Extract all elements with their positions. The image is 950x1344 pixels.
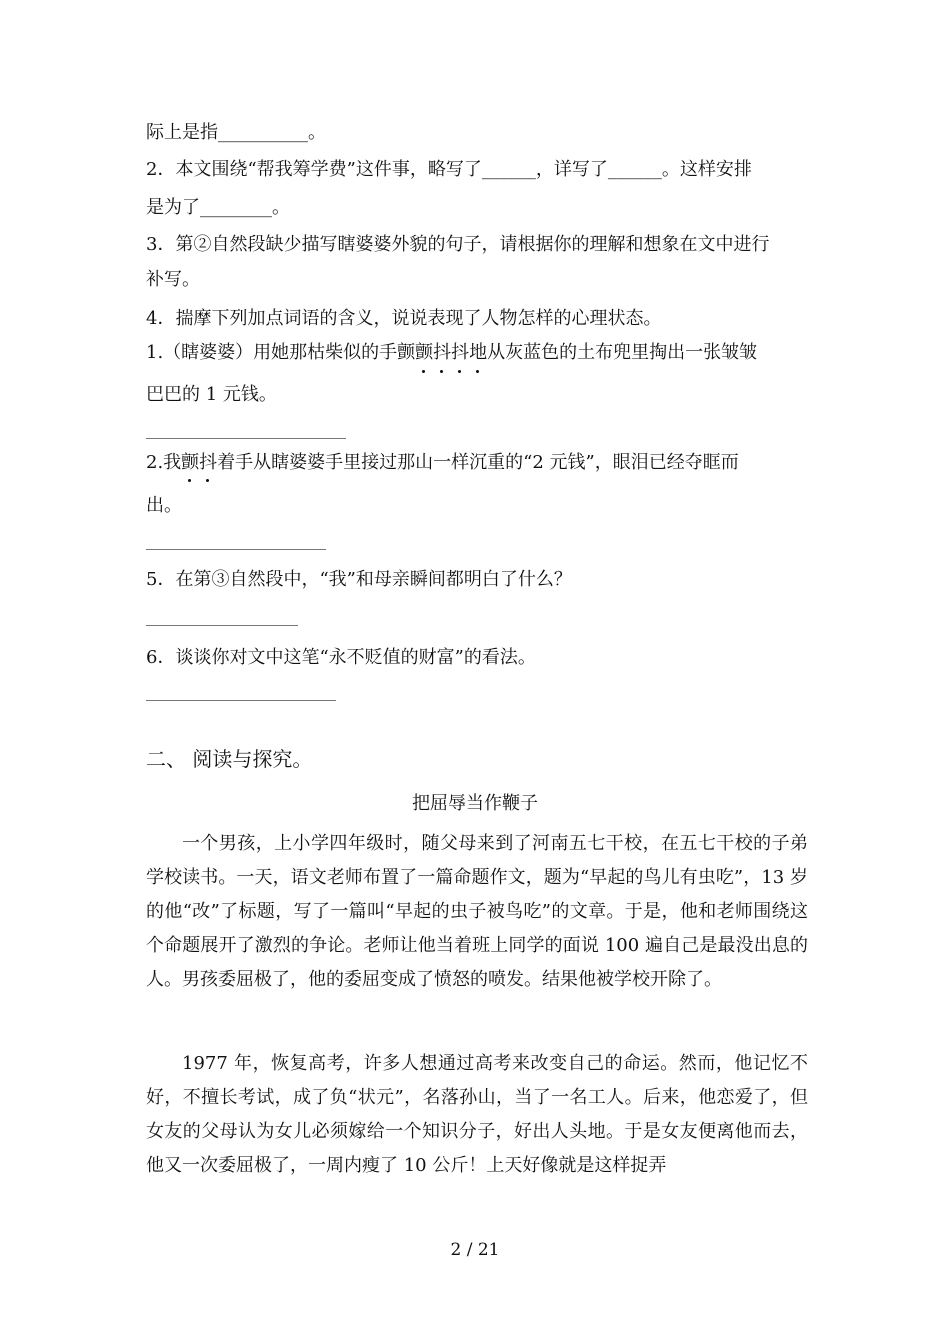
question-5: 5．在第③自然段中，“我”和母亲瞬间都明白了什么？: [146, 569, 572, 590]
emphasis-dot: [458, 370, 461, 373]
emphasis-dot: [206, 479, 209, 482]
article-paragraph-2: 1977 年，恢复高考，许多人想通过高考来改变自己的命运。然而，他记忆不好，不擅长考试，成了负“状元”，名落孙山，当了一名工人。后来，他恋爱了，但女友的父母认为女儿必须嫁给一个知识分子，好出人头地。于是女友便离他而去，他又一次委屈极了，一周内瘦了 10 公斤！上天好像就是这样捉弄: [146, 1053, 808, 1176]
emphasis-dot: [476, 370, 479, 373]
question-6: 6．谈谈你对文中这笔“永不贬值的财富”的看法。: [146, 647, 536, 668]
line-continuation: 际上是指__________。: [146, 122, 326, 143]
question-2-line2: 是为了________。: [146, 197, 290, 218]
question-2-line1: 2．本文围绕“帮我筹学费”这件事，略写了______，详写了______。这样安排: [146, 159, 752, 180]
article-paragraph-1: 一个男孩，上小学四年级时，随父母来到了河南五七干校，在五七干校的子弟学校读书。一天，语文老师布置了一篇命题作文，题为“早起的鸟儿有虫吃”，13 岁的他“改”了标题，写了一篇叫“早起的虫子被鸟吃”的文章。于是，他和老师围绕这个命题展开了激烈的争论。老师让他当着班上同学的面说 100 遍自己是最没出息的人。男孩委屈极了，他的委屈变成了愤怒的喷发。结果他被学校开除了。: [146, 833, 808, 990]
answer-line: [146, 438, 346, 439]
answer-line: [146, 700, 336, 701]
emphasis-dot: [422, 370, 425, 373]
question-3-line1: 3．第②自然段缺少描写瞎婆婆外貌的句子，请根据你的理解和想象在文中进行: [146, 234, 770, 255]
emphasis-dot: [440, 370, 443, 373]
answer-line: [146, 549, 326, 550]
section-heading: 二、 阅读与探究。: [146, 747, 313, 771]
answer-line: [146, 625, 298, 626]
question-4-item1-line2: 巴巴的 1 元钱。: [146, 384, 277, 405]
emphasis-dot: [188, 479, 191, 482]
question-4-item2-line1: 2.我颤抖着手从瞎婆婆手里接过那山一样沉重的“2 元钱”，眼泪已经夺眶而: [146, 452, 739, 473]
article-title: 把屈辱当作鞭子: [412, 793, 538, 814]
page-number: 2 / 21: [450, 1240, 500, 1260]
question-3-line2: 补写。: [146, 269, 200, 290]
question-4-item2-line2: 出。: [146, 495, 182, 516]
question-4-item1-line1: 1.（瞎婆婆）用她那枯柴似的手颤颤抖抖地从灰蓝色的土布兜里掏出一张皱皱: [146, 342, 758, 363]
question-4: 4．揣摩下列加点词语的含义，说说表现了人物怎样的心理状态。: [146, 308, 662, 329]
